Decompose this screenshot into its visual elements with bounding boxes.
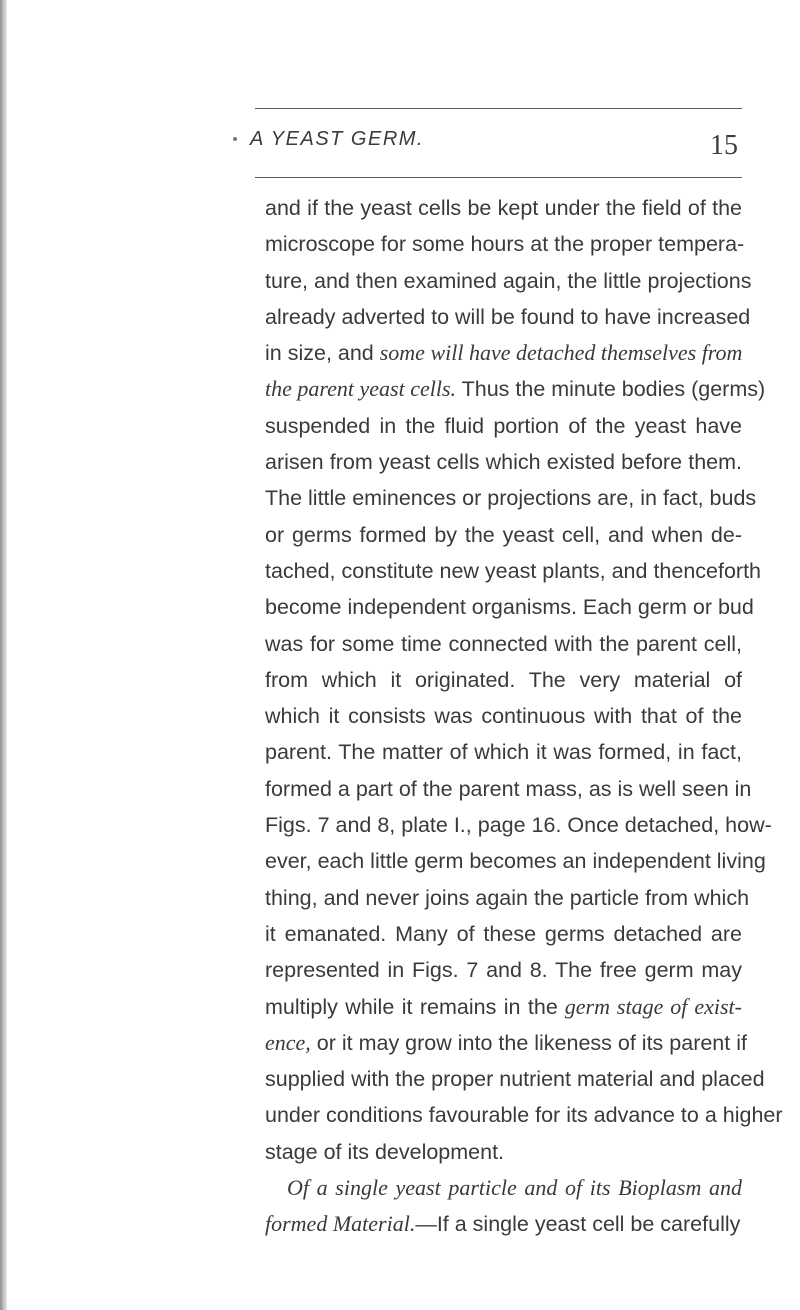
text-span: it emanated. Many of these germs detached are xyxy=(265,921,742,946)
page-gutter-edge xyxy=(0,0,7,1310)
text-span: microscope for some hours at the proper tempera- xyxy=(265,232,745,257)
text-line xyxy=(265,444,742,480)
text-line xyxy=(265,408,742,444)
text-span: tached, constitute new yeast plants, and thenceforth xyxy=(265,558,762,583)
text-line xyxy=(265,807,772,843)
running-title: A YEAST GERM. xyxy=(250,128,424,150)
text-line xyxy=(265,589,754,625)
italic-span: some will have detached themselves from xyxy=(379,340,743,366)
text-line xyxy=(265,1097,783,1133)
text-span: formed a part of the parent mass, as is well seen in xyxy=(265,776,752,801)
text-span: was for some time connected with the parent cell, xyxy=(265,631,742,656)
header-rule-top xyxy=(255,108,742,109)
text-span: or germs formed by the yeast cell, and when de- xyxy=(265,522,742,547)
text-line xyxy=(265,226,745,262)
text-span: represented in Figs. 7 and 8. The free germ may xyxy=(265,958,742,983)
page-number: 15 xyxy=(710,130,738,161)
body-text xyxy=(265,190,783,1243)
text-span: and if the yeast cells be kept under the field of the xyxy=(265,196,742,220)
text-line xyxy=(265,1206,742,1242)
text-line xyxy=(265,698,742,734)
text-line xyxy=(265,734,742,770)
text-span: Figs. 7 and 8, plate I., page 16. Once detached, how- xyxy=(265,813,772,838)
text-span: ture, and then examined again, the little projections xyxy=(265,268,752,293)
text-span: The little eminences or projections are, in fact, buds xyxy=(265,486,757,511)
text-line xyxy=(265,1170,742,1206)
italic-span: Of a single yeast particle and of its Bioplasm and xyxy=(287,1175,742,1201)
text-span: parent. The matter of which it was formed, in fact, xyxy=(265,740,742,765)
text-line xyxy=(265,843,766,879)
text-line xyxy=(265,371,766,407)
text-span: from which it originated. The very material of xyxy=(265,667,742,692)
text-span: —If a single yeast cell be carefully xyxy=(415,1212,741,1237)
text-line xyxy=(265,626,742,662)
text-span: arisen from yeast cells which existed before them. xyxy=(265,450,742,475)
italic-span: formed Material. xyxy=(265,1211,416,1237)
header-bullet xyxy=(233,137,237,141)
text-span: which it consists was continuous with that of the xyxy=(265,704,742,729)
text-span: thing, and never joins again the particle from which xyxy=(265,885,750,910)
text-line xyxy=(265,553,762,589)
text-span: stage of its development. xyxy=(265,1139,505,1164)
text-line xyxy=(265,1134,742,1170)
text-span: ever, each little germ becomes an independent living xyxy=(265,849,766,874)
text-span: become independent organisms. Each germ or bud xyxy=(265,595,754,620)
text-span: the xyxy=(527,994,558,1019)
text-line xyxy=(265,771,752,807)
text-line xyxy=(265,335,742,371)
text-line xyxy=(265,1061,765,1097)
text-line xyxy=(265,517,742,553)
italic-span: germ stage of exist- xyxy=(557,993,742,1019)
text-span: suspended in the fluid portion of the yeast have xyxy=(265,413,742,438)
italic-span: the parent yeast cells. xyxy=(265,376,457,402)
text-line xyxy=(265,190,742,226)
italic-span: ence, xyxy=(265,1029,311,1055)
text-line xyxy=(265,299,751,335)
text-line xyxy=(265,263,752,299)
text-line xyxy=(265,880,750,916)
text-line xyxy=(265,916,742,952)
text-line xyxy=(265,662,742,698)
text-line xyxy=(265,989,742,1025)
text-span: already adverted to will be found to have increased xyxy=(265,304,751,329)
text-line xyxy=(265,952,742,988)
text-line xyxy=(265,1025,747,1061)
text-line xyxy=(265,480,757,516)
text-span: in size, and xyxy=(265,341,380,366)
text-span: supplied with the proper nutrient material and placed xyxy=(265,1067,765,1092)
text-span: multiply while it remains in xyxy=(265,994,528,1019)
header-rule-bottom xyxy=(255,177,742,178)
text-span: Thus the minute bodies (germs) xyxy=(456,377,766,402)
text-span: or it may grow into the likeness of its parent if xyxy=(310,1030,747,1055)
text-span: under conditions favourable for its advance to a higher xyxy=(265,1103,783,1128)
